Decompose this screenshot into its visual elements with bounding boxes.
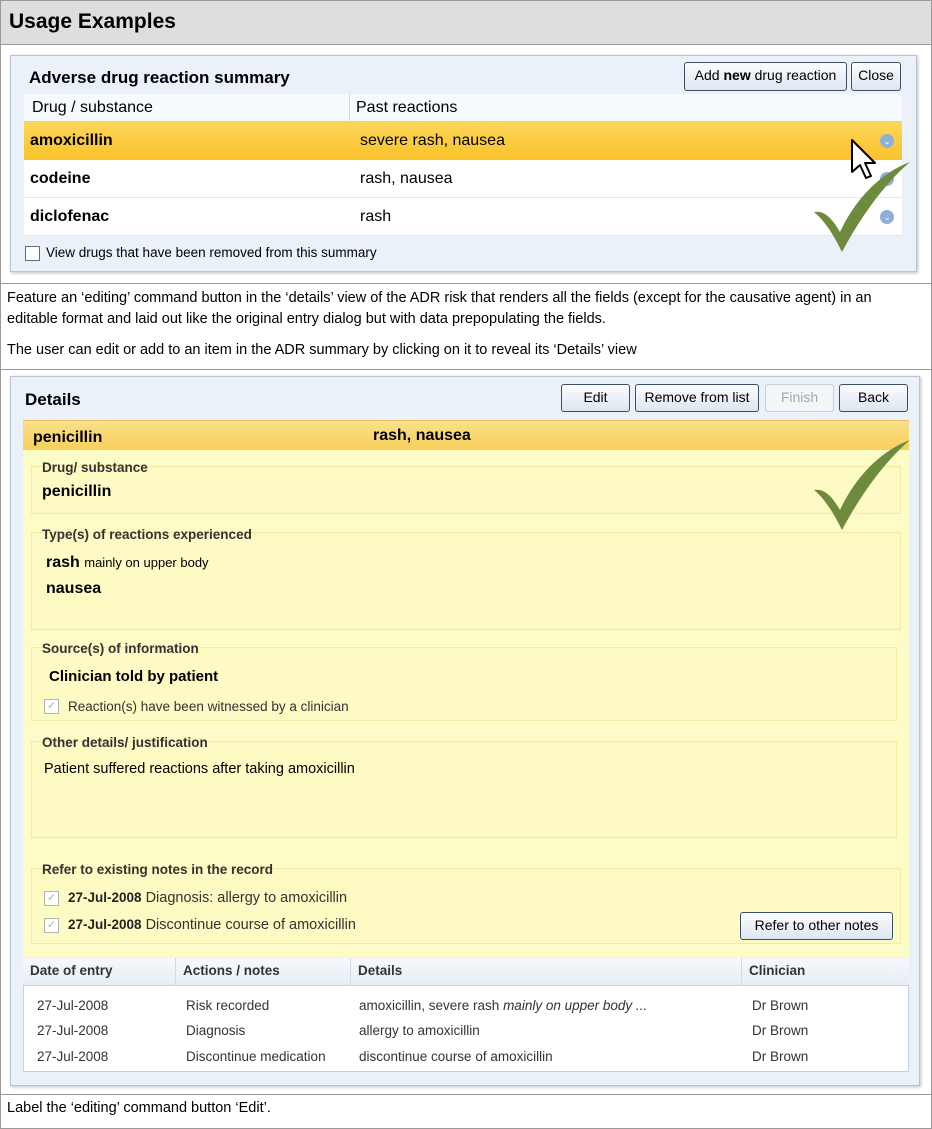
close-button[interactable]: Close [851,62,901,91]
history-col: Date of entry [30,963,113,978]
edit-button[interactable]: Edit [561,384,630,412]
ref-note: 27-Jul-2008 Diagnosis: allergy to amoxicillin [68,890,348,906]
section-divider [1,283,931,284]
history-col: Details [358,963,403,978]
ref-note: 27-Jul-2008 Discontinue course of amoxicillin [68,917,356,933]
summary-table-header [24,94,902,122]
column-separator [175,958,176,986]
ref-note-checkbox[interactable]: ✓ [44,918,59,933]
drug-section [31,466,901,514]
refer-to-other-notes-button[interactable]: Refer to other notes [740,912,893,940]
page-header [1,1,931,45]
history-table-header [23,958,909,986]
other-details-value: Patient suffered reactions after taking amoxicillin [44,761,355,777]
details-title: Details [25,390,81,409]
drug-label: Drug/ substance [42,460,148,475]
history-row: 27-Jul-2008 Discontinue medication discontinue course of amoxicillin Dr Brown [37,1049,809,1064]
checkmark-icon [812,438,912,533]
view-removed-checkbox[interactable] [25,246,40,261]
reaction-1: rash mainly on upper body [46,554,209,571]
history-col: Clinician [749,963,806,978]
history-row: 27-Jul-2008 Diagnosis allergy to amoxicillin Dr Brown [37,1023,809,1038]
refer-notes-label: Refer to existing notes in the record [42,862,274,877]
section-divider [1,369,931,370]
other-details-label: Other details/ justification [42,735,208,750]
page-title: Usage Examples [9,10,176,33]
banner-reactions: rash, nausea [373,427,471,444]
view-removed-label: View drugs that have been removed from this summary [46,245,377,260]
reactions-label: Type(s) of reactions experienced [42,527,252,542]
column-drug: Drug / substance [32,99,153,116]
ref-note-checkbox[interactable]: ✓ [44,891,59,906]
adr-row[interactable]: codeine rash, nausea [24,160,902,198]
history-row: 27-Jul-2008 Risk recorded amoxicillin, severe rash mainly on upper body ... Dr Brown [37,998,809,1013]
banner-drug: penicillin [33,429,103,446]
source-value: Clinician told by patient [49,668,219,685]
other-details-section [31,741,897,838]
add-new-drug-reaction-button[interactable]: Add new drug reaction [684,62,847,91]
history-col: Actions / notes [183,963,280,978]
column-reactions: Past reactions [356,99,458,116]
column-separator [741,958,742,986]
back-button[interactable]: Back [839,384,908,412]
column-separator [349,94,350,122]
witnessed-label: Reaction(s) have been witnessed by a clinician [68,699,349,714]
finish-button[interactable]: Finish [765,384,834,412]
witnessed-checkbox[interactable]: ✓ [44,699,59,714]
checkmark-icon [812,160,912,255]
reaction-2: nausea [46,580,102,597]
adr-row[interactable]: amoxicillin severe rash, nausea ⌄ [24,122,902,160]
drug-value: penicillin [42,483,112,500]
note-paragraph-2: The user can edit or add to an item in the ADR summary by clicking on it to reveal its ‘Details’ view [7,342,637,358]
summary-title: Adverse drug reaction summary [29,68,290,87]
column-separator [350,958,351,986]
section-divider [1,1094,931,1095]
expand-chevron-icon[interactable]: ⌄ [880,134,894,148]
note-paragraph-3: Label the ‘editing’ command button ‘Edit’. [7,1100,271,1116]
reactions-section [31,532,901,630]
details-banner [23,420,909,452]
adr-row[interactable]: diclofenac rash ⌄ [24,198,902,236]
remove-from-list-button[interactable]: Remove from list [635,384,759,412]
note-paragraph-1: Feature an ‘editing’ command button in the ‘details’ view of the ADR risk that renders all the fields (except for the causative agent) in an editable format and laid out like the original entry dialog but with data prepopulating the fields. [7,290,872,327]
source-label: Source(s) of information [42,641,199,656]
expand-chevron-icon[interactable]: ⌄ [880,210,894,224]
